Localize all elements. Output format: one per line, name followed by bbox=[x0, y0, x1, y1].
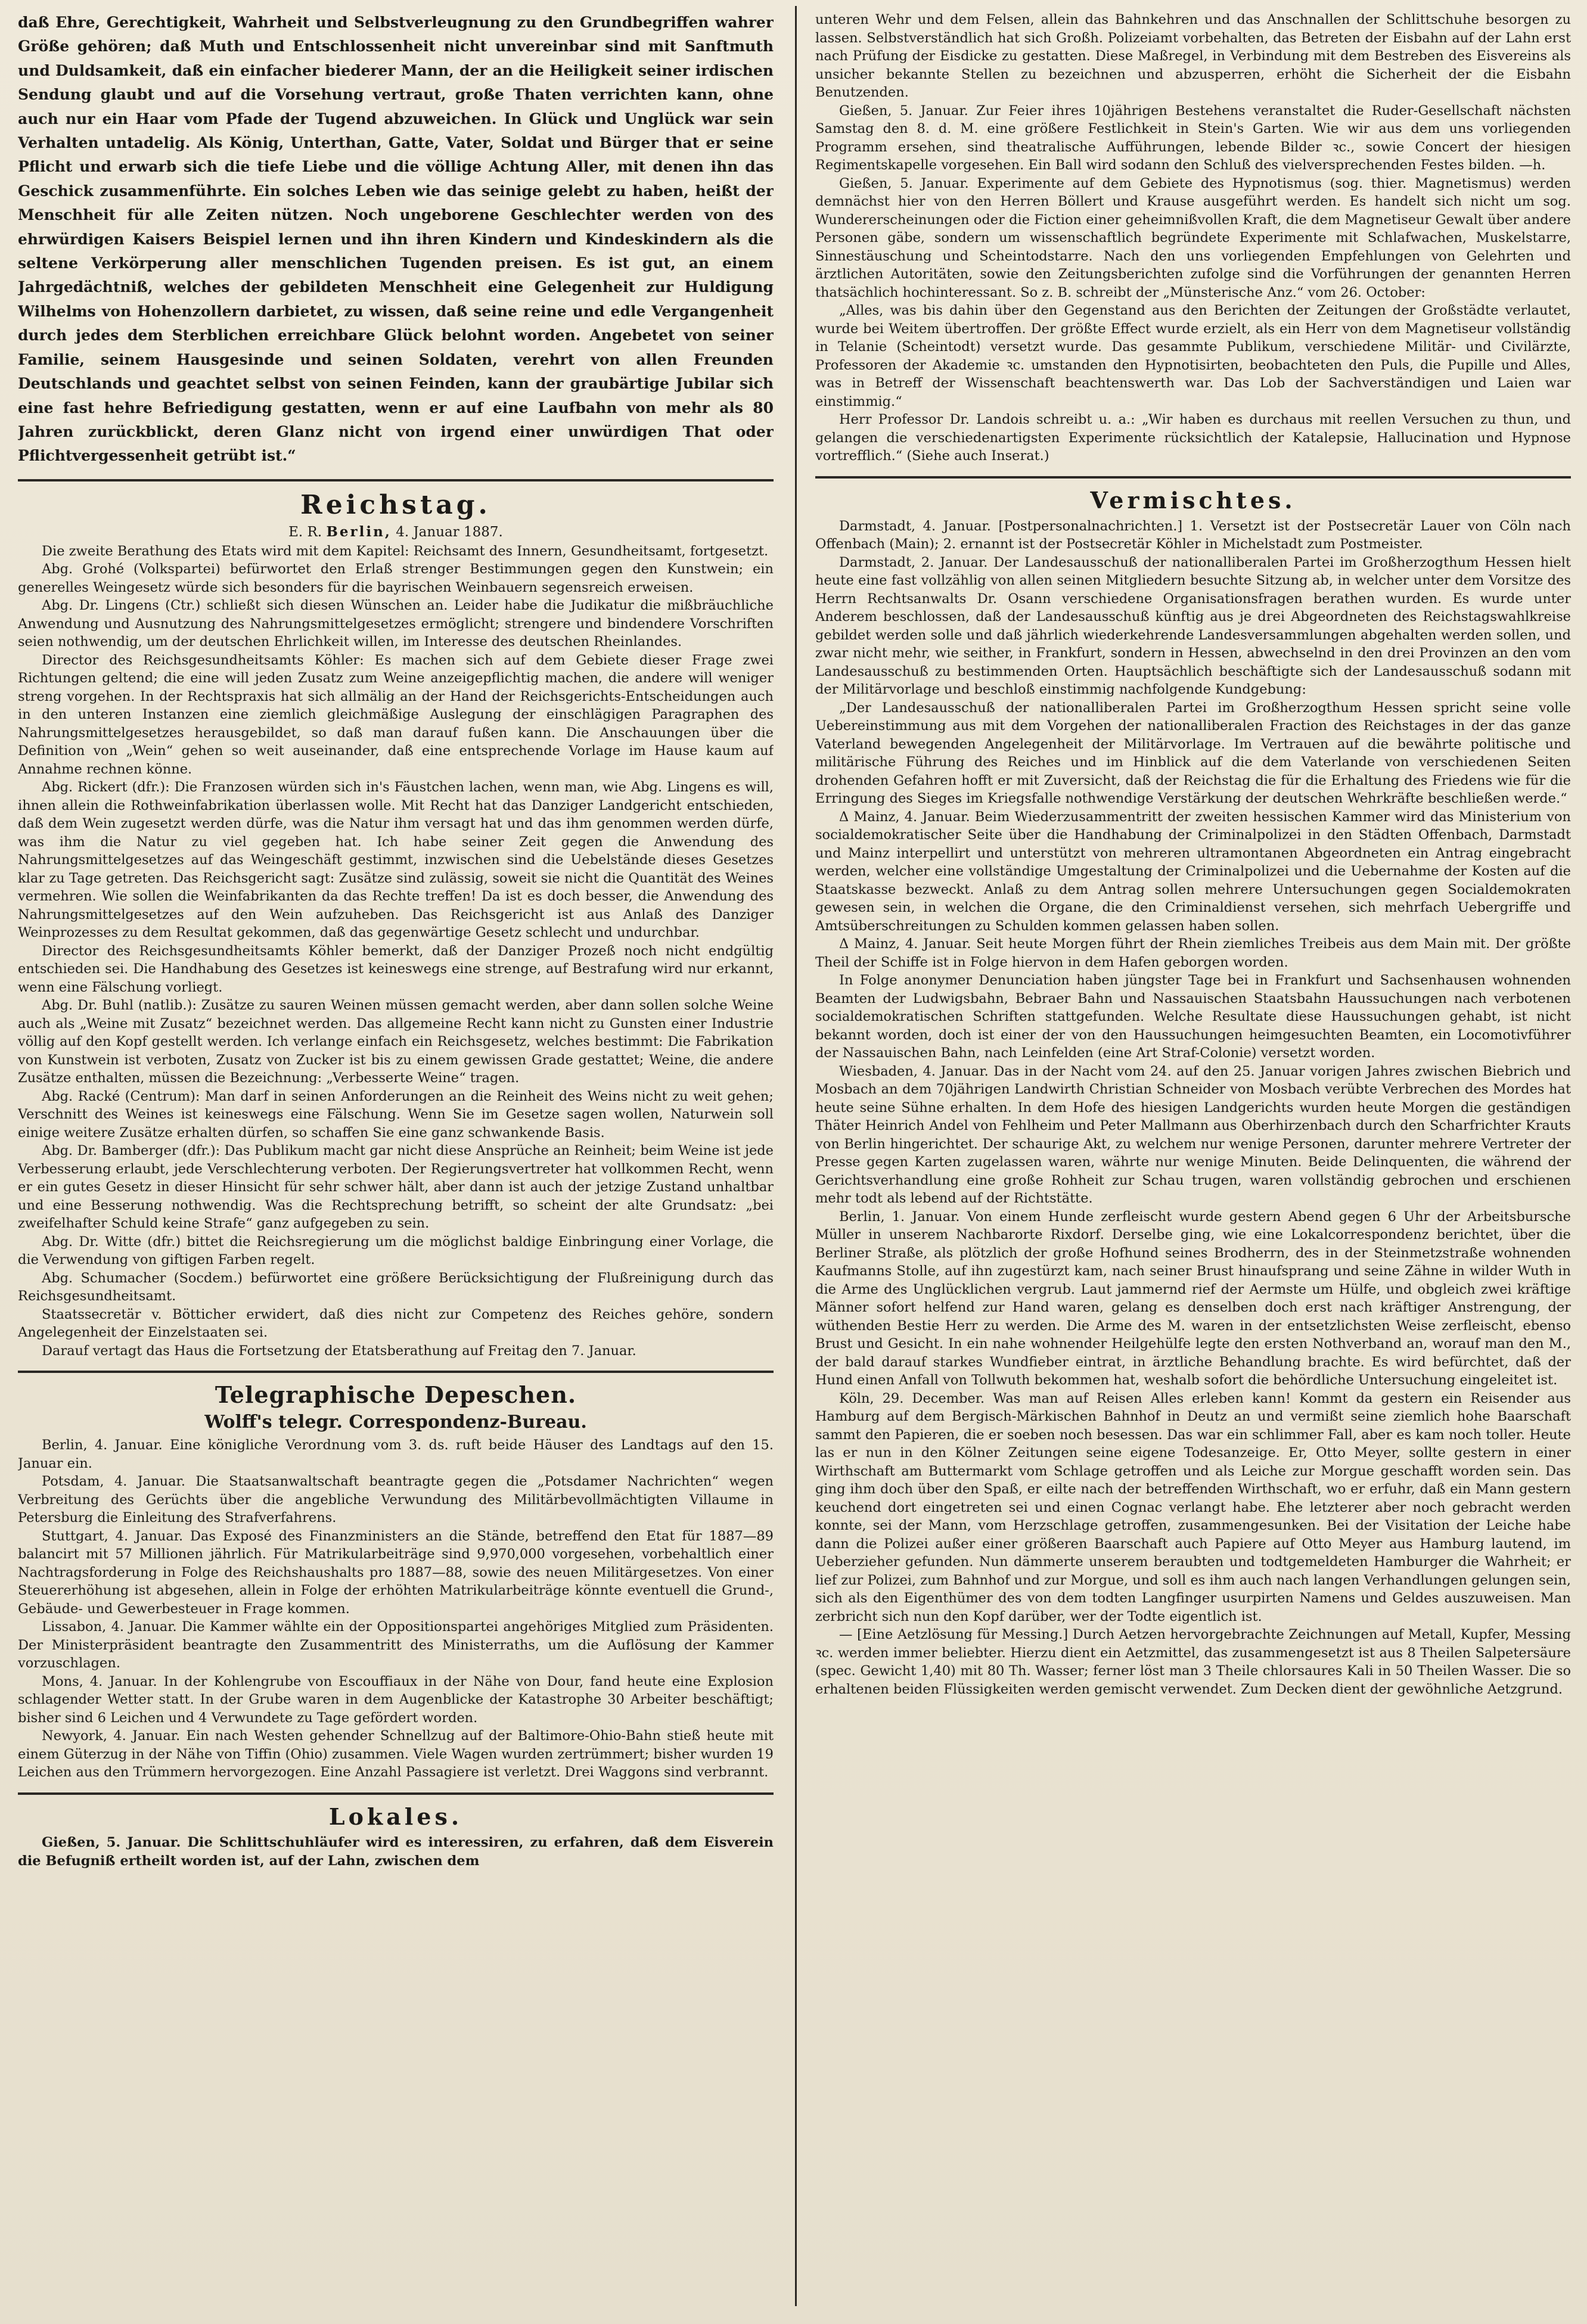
column-divider bbox=[795, 6, 797, 2306]
reichstag-paragraph: Abg. Racké (Centrum): Man darf in seinen Anforderungen an die Reinheit des Weins nicht zu weit gehen; Verschnitt des Weines ist keineswegs eine Fälschung. Wenn Sie im Gesetze sagen wollen, Naturwein soll einige weitere Zusätze erhalten dürfen, so schaffen Sie eine ganz schwankende Basis. bbox=[18, 1088, 774, 1141]
dateline-date: 4. Januar 1887. bbox=[396, 524, 503, 540]
reichstag-paragraph: Die zweite Berathung des Etats wird mit dem Kapitel: Reichsamt des Innern, Gesundheitsamt, fortgesetzt. bbox=[42, 543, 769, 559]
reichstag-paragraph: Director des Reichsgesundheitsamts Köhler: Es machen sich auf dem Gebiete dieser Frage zwei Richtungen geltend; die eine will jeden Zusatz zum Weine anzeigepflichtig machen, die andere will weniger streng vorgehen. In der Rechtspraxis hat sich allmälig an der Hand der Reichsgerichts-Entscheidungen auch in den unteren Instanzen eine ziemlich gleichmäßige Auslegung der einschlägigen Paragraphen des Nahrungsmittelgesetzes herausgebildet, so daß man darauf fußen kann. Die Anschauungen über die Definition von „Wein“ gehen so weit auseinander, daß eine entsprechende Vorlage im Hause kaum auf Annahme rechnen könne. bbox=[18, 652, 774, 777]
telegraph-paragraph: Mons, 4. Januar. In der Kohlengrube von Escouffiaux in der Nähe von Dour, fand heute eine Explosion schlagender Wetter statt. In der Grube waren in dem Augenblicke der Katastrophe 30 Arbeiter beschäftigt; bisher sind 6 Leichen und 4 Verwundete zu Tage gefördert worden. bbox=[18, 1673, 774, 1726]
telegraph-paragraph: Berlin, 4. Januar. Eine königliche Verordnung vom 3. ds. ruft beide Häuser des Landtags auf den 15. Januar ein. bbox=[18, 1437, 774, 1471]
section-rule bbox=[18, 479, 774, 481]
vermischtes-paragraph: Δ Mainz, 4. Januar. Seit heute Morgen führt der Rhein ziemliches Treibeis aus dem Main mit. Der größte Theil der Schiffe ist in Folge hiervon in dem Hafen geborgen worden. bbox=[815, 936, 1571, 970]
vermischtes-paragraph: — [Eine Aetzlösung für Messing.] Durch Aetzen hervorgebrachte Zeichnungen auf Metall, Kupfer, Messing ꝛc. werden immer beliebter. Hierzu dient ein Aetzmittel, das zusammengesetzt ist aus 8 Theilen Salpetersäure (spec. Gewicht 1,40) mit 80 Th. Wasser; ferner löst man 3 Theile chlorsaures Kali in 50 Theilen Wasser. Die so erhaltenen beiden Flüssigkeiten werden gemischt verwendet. Zum Decken dient der gewöhnliche Aetzgrund. bbox=[815, 1627, 1571, 1697]
lokales-continued-paragraph: unteren Wehr und dem Felsen, allein das Bahnkehren und das Anschnallen der Schlittschuhe besorgen zu lassen. Selbstverständlich hat sich Großh. Polizeiamt vorbehalten, das Betreten der Eisbahn auf der Lahn erst nach Prüfung der Eisdicke zu gestatten. Diese Maßregel, in Verbindung mit dem Bestreben des Eisvereins als unsicher bekannte Stellen zu bezeichnen und abzusperren, erhöht die Sicherheit der die Eisbahn Benutzenden. bbox=[815, 12, 1571, 100]
reichstag-paragraph: Staatssecretär v. Bötticher erwidert, daß dies nicht zur Competenz des Reiches gehöre, sondern Angelegenheit der Einzelstaaten sei. bbox=[18, 1306, 774, 1341]
vermischtes-section bbox=[815, 487, 1571, 1699]
vermischtes-paragraph: Darmstadt, 2. Januar. Der Landesausschuß der nationalliberalen Partei im Großherzogthum Hessen hielt heute eine fast vollzählig von allen seinen Mitgliedern besuchte Sitzung ab, in welcher unter dem Vorsitze des Herrn Rechtsanwalts Dr. Osann verschiedene Organisationsfragen berathen wurden. Es wurde unter Anderem beschlossen, daß der Landesausschuß künftig aus je drei Abgeordneten des Reichstagswahlkreise gebildet werden solle und daß jährlich wiederkehrende Landesversammlungen abgehalten werden sollen, und zwar nicht mehr, wie seither, in Frankfurt, sondern in Hessen, abwechselnd in den drei Provinzen an den vom Landesausschuß zu bestimmenden Orten. Hauptsächlich beschäftigte sich der Landesausschuß sodann mit der Militärvorlage und beschloß einstimmig nachfolgende Kundgebung: bbox=[815, 554, 1571, 697]
dateline-city: Berlin, bbox=[326, 523, 392, 540]
reichstag-paragraph: Abg. Schumacher (Socdem.) befürwortet eine größere Berücksichtigung der Flußreinigung durch das Reichsgesundheitsamt. bbox=[18, 1270, 774, 1304]
reichstag-paragraph: Abg. Dr. Witte (dfr.) bittet die Reichsregierung um die möglichst baldige Einbringung einer Vorlage, die die Verwendung von giftigen Farben regelt. bbox=[18, 1234, 774, 1268]
telegraph-paragraph: Potsdam, 4. Januar. Die Staatsanwaltschaft beantragte gegen die „Potsdamer Nachrichten“ wegen Verbreitung des Gerüchts über die angebliche Verwundung des Militärbevollmächtigten Villaume in Petersburg die Einleitung des Strafverfahrens. bbox=[18, 1474, 774, 1526]
quote-paragraph: „Alles, was bis dahin über den Gegenstand aus den Berichten der Zeitungen der Großstädte verlautet, wurde bei Weitem übertroffen. Der größte Effect wurde erzielt, als ein Herr von dem Magnetiseur vollständig in Telanie (Scheintodt) versetzt wurde. Das gesammte Publikum, verschiedene Militär- und Civilärzte, Professoren der Akademie ꝛc. umstanden den Hypnotisirten, beobachteten den Puls, die Pupille und Alles, was in Betreff der Wissenschaft beachtenswerth war. Das Lob der Sachverständigen und Laien war einstimmig.“ bbox=[815, 303, 1571, 409]
reichstag-paragraph: Abg. Grohé (Volkspartei) befürwortet den Erlaß strenger Bestimmungen gegen den Kunstwein; ein generelles Weingesetz würde sich besonders für die bayrischen Weinbauern segensreich erweisen. bbox=[18, 561, 774, 595]
dateline-prefix: E. R. bbox=[288, 524, 322, 540]
reichstag-section bbox=[18, 490, 774, 1360]
left-column bbox=[18, 11, 774, 2300]
telegraph-paragraph: Newyork, 4. Januar. Ein nach Westen gehender Schnellzug auf der Baltimore-Ohio-Bahn stieß heute mit einem Güterzug in der Nähe von Tiffin (Ohio) zusammen. Viele Wagen wurden zertrümmert; bisher wurden 19 Leichen aus den Trümmern hervorgezogen. Eine Anzahl Passagiere ist verletzt. Drei Waggons sind verbrannt. bbox=[18, 1728, 774, 1781]
reichstag-title: Reichstag. bbox=[300, 489, 491, 520]
vermischtes-paragraph: Wiesbaden, 4. Januar. Das in der Nacht vom 24. auf den 25. Januar vorigen Jahres zwischen Biebrich und Mosbach an dem 70jährigen Landwirth Christian Schneider von Mosbach verübte Verbrechen des Mordes hat heute seine Sühne erhalten. In dem Hofe des hiesigen Landgerichts wurden heute Morgen die geständigen Thäter Heinrich Andel von Fehlheim und Peter Mallmann aus Oberhirzenbach durch den Scharfrichter Krauts von Berlin hingerichtet. Der schaurige Akt, zu welchem nur wenige Personen, darunter mehrere Vertreter der Presse gegen Karten zugelassen waren, währte nur wenige Minuten. Beide Delinquenten, die während der Gerichtsverhandlung eine große Rohheit zur Schau trugen, waren vollständig gebrochen und erschienen mehr todt als lebend auf der Richtstätte. bbox=[815, 1063, 1571, 1206]
reichstag-paragraph: Abg. Rickert (dfr.): Die Franzosen würden sich in's Fäustchen lachen, wenn man, wie Abg. Lingens es will, ihnen allein die Rothweinfabrikation überlassen wolle. Mit Recht hat das Danziger Landgericht entschieden, daß dem Wein zugesetzt werden dürfe, was die Natur ihm versagt hat und das ihm genommen werden dürfe, was ihm die Natur zu viel gegeben hat. Ich habe seiner Zeit gegen die Anwendung des Nahrungsmittelgesetzes auf das Weingeschäft gestimmt, inzwischen sind die Uebelstände dieses Gesetzes klar zu Tage getreten. Das Reichsgericht sagt: Zusätze sind zulässig, soweit sie nicht die Quantität des Weines vermehren. Wie sollen die Weinfabrikanten da das Rechte treffen! Da ist es doch besser, die Anwendung des Nahrungsmittelgesetzes auf den Wein aufzuheben. Das Reichsgericht ist aus Anlaß des Danziger Weinprozesses zu dem Resultat gekommen, daß das gegenwärtige Gesetz schlecht und undurchbar. bbox=[18, 779, 774, 941]
vermischtes-paragraph: In Folge anonymer Denunciation haben jüngster Tage bei in Frankfurt und Sachsenhausen wohnenden Beamten der Ludwigsbahn, Bebraer Bahn und Nassauischen Staatsbahn Haussuchungen nach verbotenen socialdemokratischen Schriften stattgefunden. Welche Resultate diese Haussuchungen gehabt, ist nicht bekannt worden, doch ist einer der von den Haussuchungen heimgesuchten Beamten, ein Locomotivführer der Nassauischen Bahn, nach Leinfelden (eine Art Straf-Colonie) versetzt worden. bbox=[815, 973, 1571, 1061]
reichstag-paragraph: Abg. Dr. Buhl (natlib.): Zusätze zu sauren Weinen müssen gemacht werden, aber dann sollen solche Weine auch als „Weine mit Zusatz“ bezeichnet werden. Das allgemeine Recht kann nicht zu Gunsten einer Industrie völlig auf den Kopf gestellt werden. Ich verlange einfach ein Reichsgesetz, welches bestimmt: Die Fabrikation von Kunstwein ist verboten, Zusatz von Zucker ist bis zu einem gewissen Grade gestattet; Weine, die andere Zusätze enthalten, müssen die Bezeichnung: „Verbesserte Weine“ tragen. bbox=[18, 998, 774, 1086]
lokales-paragraph: Gießen, 5. Januar. Die Schlittschuhläufer wird es interessiren, zu erfahren, daß dem Eisverein die Befugniß ertheilt worden ist, auf der Lahn, zwischen dem bbox=[18, 1834, 774, 1869]
reichstag-paragraph: Darauf vertagt das Haus die Fortsetzung der Etatsberathung auf Freitag den 7. Januar. bbox=[42, 1343, 636, 1359]
telegraph-section bbox=[18, 1381, 774, 1782]
reichstag-dateline bbox=[18, 524, 774, 540]
vermischtes-paragraph: Berlin, 1. Januar. Von einem Hunde zerfleischt wurde gestern Abend gegen 6 Uhr der Arbeitsbursche Müller in unserem Nachbarorte Rixdorf. Derselbe ging, wie eine Lokalcorrespondenz berichtet, über die Berliner Straße, als plötzlich der große Hofhund seines Brodherrn, des in der Steinmetzstraße wohnenden Kaufmanns Stolle, auf ihn zugestürzt kam, nach seiner Brust hinaufsprang und seine Zähne in wilder Wuth in die Arme des Unglücklichen vergrub. Laut jammernd rief der Aermste um Hülfe, und obgleich zwei kräftige Männer sofort helfend zur Hand waren, gelang es denselben doch erst nach kräftiger Anstrengung, der wüthenden Bestie Herr zu werden. Die Arme des M. waren in der entsetzlichsten Weise zerfleischt, ebenso Brust und Gesicht. In ein nahe wohnender Heilgehülfe legte den ersten Nothverband an, worauf man den M., der bald darauf starkes Wundfieber eintrat, in ärztliche Behandlung brachte. Es wird befürchtet, daß der Hund einen Anfall von Tollwuth bekommen hat, weshalb sofort die behördliche Untersuchung eingeleitet ist. bbox=[815, 1208, 1571, 1388]
lokales-section bbox=[18, 1803, 774, 1871]
intro-paragraph: daß Ehre, Gerechtigkeit, Wahrheit und Selbstverleugnung zu den Grundbegriffen wahrer Größe gehören; daß Muth und Entschlossenheit nicht unvereinbar sind mit Sanftmuth und Duldsamkeit, daß ein einfacher biederer Mann, der an die Heiligkeit seiner irdischen Sendung glaubt und auf die Vorsehung vertraut, große Thaten verrichten kann, ohne auch nur ein Haar vom Pfade der Tugend abzuweichen. In Glück und Unglück war sein Verhalten untadelig. Als König, Unterthan, Gatte, Vater, Soldat und Bürger that er seine Pflicht und erwarb sich die tiefe Liebe und die völlige Achtung Aller, mit denen ihn das Geschick zusammenführte. Ein solches Leben wie das seinige gelebt zu haben, heißt der Menschheit für alle Zeiten nützen. Noch ungeborene Geschlechter werden von des ehrwürdigen Kaisers Beispiel lernen und ihn ihren Kindern und Kindeskindern als die seltene Verkörperung aller menschlichen Tugenden preisen. Es ist gut, an einem Jahrgedächtniß, welches der gebildeten Menschheit eine Gelegenheit zur Huldigung Wilhelms von Hohenzollern darbietet, zu wissen, daß seine reine und edle Vergangenheit durch jedes dem Sterblichen erreichbare Glück belohnt worden. Angebetet von seiner Familie, seinem Hausgesinde und seinen Soldaten, verehrt von allen Freunden Deutschlands und geachtet selbst von seinen Feinden, kann der graubärtige Jubilar sich eine fast hehre Befriedigung gestatten, wenn er auf eine Laufbahn von mehr als 80 Jahren zurückblickt, deren Glanz nicht von irgend einer unwürdigen That oder Pflichtvergessenheit getrübt ist.“ bbox=[18, 14, 774, 465]
telegraph-paragraph: Stuttgart, 4. Januar. Das Exposé des Finanzministers an die Stände, betreffend den Etat für 1887—89 balancirt mit 57 Millionen jährlich. Für Matrikularbeiträge sind 9,970,000 vorgesehen, vorbehaltlich einer Nachtragsforderung in Folge des Reichshaushalts pro 1887—88, sowie des neuen Militärgesetzes. Von einer Steuererhöhung ist abgesehen, allein in Folge der erhöhten Matrikularbeiträge könnte eventuell die Grund-, Gebäude- und Gewerbesteuer in Frage kommen. bbox=[18, 1528, 774, 1617]
section-rule bbox=[815, 476, 1571, 479]
section-rule bbox=[18, 1371, 774, 1373]
lokales-title: Lokales. bbox=[328, 1803, 463, 1830]
reichstag-paragraph: Abg. Dr. Lingens (Ctr.) schließt sich diesen Wünschen an. Leider habe die Judikatur die mißbräuchliche Anwendung und Ausnutzung des Nahrungsmittelgesetzes ermöglicht; strengere und bindendere Vorschriften seien nothwendig, um der deutschen Ehrlichkeit willen, im Interesse des deutschen Rheinlandes. bbox=[18, 598, 774, 650]
lokales-paragraph: Gießen, 5. Januar. Experimente auf dem Gebiete des Hypnotismus (sog. thier. Magnetismus) werden demnächst hier von den Herren Böllert und Krause ausgeführt werden. Es handelt sich nicht um sog. Wundererscheinungen oder die Fiction einer geheimnißvollen Kraft, die dem Magnetiseur Gewalt über andere Personen gäbe, sondern um wissenschaftlich begründete Experimente mit Schlafwachen, Muskelstarre, Sinnestäuschung und Scheintodstarre. Nach den uns vorliegenden Empfehlungen von Gelehrten und ärztlichen Autoritäten, sowie den Zeitungsberichten zufolge sind die Vorführungen der genannten Herren thatsächlich hochinteressant. So z. B. schreibt der „Münsterische Anz.“ vom 26. October: bbox=[815, 175, 1571, 300]
right-column bbox=[815, 11, 1571, 2300]
lokales-paragraph: Gießen, 5. Januar. Zur Feier ihres 10jährigen Bestehens veranstaltet die Ruder-Gesellschaft nächsten Samstag den 8. d. M. eine größere Festlichkeit in Stein's Garten. Wie wir aus dem uns vorliegenden Programm ersehen, sind theatralische Aufführungen, lebende Bilder ꝛc., sowie Concert der hiesigen Regimentskapelle vorgesehen. Ein Ball wird sodann den Schluß des vielversprechenden Festes bilden. —h. bbox=[815, 102, 1571, 173]
quote-paragraph: Herr Professor Dr. Landois schreibt u. a.: „Wir haben es durchaus mit reellen Versuchen zu thun, und gelangen die verschiedenartigsten Experimente rücksichtlich der Katalepsie, Hallucination und Hypnose vortrefflich.“ (Siehe auch Inserat.) bbox=[815, 412, 1571, 464]
vermischtes-paragraph: Darmstadt, 4. Januar. [Postpersonalnachrichten.] 1. Versetzt ist der Postsecretär Lauer von Cöln nach Offenbach (Main); 2. ernannt ist der Postsecretär Köhler in Michelstadt zum Postmeister. bbox=[815, 518, 1571, 552]
vermischtes-paragraph: Köln, 29. December. Was man auf Reisen Alles erleben kann! Kommt da gestern ein Reisender aus Hamburg auf dem Bergisch-Märkischen Bahnhof in Deutz an und vermißt seine ziemlich hohe Baarschaft sammt den Papieren, die er soeben noch besessen. Das war ein schlimmer Fall, aber es kam noch toller. Heute las er nun in den Kölner Zeitungen seine eigene Todesanzeige. Er, Otto Meyer, sollte gestern in einer Wirthschaft am Buttermarkt vom Schlage getroffen und als Leiche zur Morgue geschafft worden sein. Das ging ihm doch über den Spaß, er eilte nach der betreffenden Wirthschaft, wo er erfuhr, daß ein Mann gestern keuchend dort eingetreten sei und einen Cognac verlangt habe. Ehe letzterer aber noch gebracht werden konnte, sei der Mann, vom Herzschlage getroffen, zusammengesunken. Bei der Visitation der Leiche habe dann die Polizei außer einer größeren Baarschaft auch Papiere auf Otto Meyer aus Hamburg lautend, im Ueberzieher gefunden. Nun dämmerte unserem beraubten und todtgemeldeten Hamburger die Wahrheit; er lief zur Polizei, zum Bahnhof und zur Morgue, und soll es ihm auch nach langen Verhandlungen gelungen sein, sich als den Eigenthümer des von dem todten Langfinger usurpirten Namens und Geldes auszuweisen. Man zerbricht sich nun den Kopf darüber, wer der Todte eigentlich ist. bbox=[815, 1390, 1571, 1624]
vermischtes-paragraph: „Der Landesausschuß der nationalliberalen Partei im Großherzogthum Hessen spricht seine volle Uebereinstimmung aus mit dem Vorgehen der nationalliberalen Fraction des Reichstages in der das ganze Vaterland bewegenden Angelegenheit der Militärvorlage. Im Vertrauen auf die bewährte politische und militärische Führung des Reiches und im Hinblick auf die dem Vaterlande von verschiedenen Seiten drohenden Gefahren hofft er mit Zuversicht, daß der Reichstag die für die Erhaltung des Friedens wie für die Erringung des Sieges im Kriegsfalle nothwendige Verstärkung der deutschen Wehrkräfte beschließen werde.“ bbox=[815, 700, 1571, 806]
vermischtes-paragraph: Δ Mainz, 4. Januar. Beim Wiederzusammentritt der zweiten hessischen Kammer wird das Ministerium von socialdemokratischer Seite über die Handhabung der Criminalpolizei in den Städten Offenbach, Darmstadt und Mainz interpellirt und unterstützt von mehreren ultramontanen Abgeordneten ein Antrag eingebracht werden, welcher eine vollständige Umgestaltung der Criminalpolizei und die Uebernahme der Kosten auf die Staatskasse bezweckt. Anlaß zu dem Antrag sollen mehrere Untersuchungen gegen Socialdemokraten gewesen sein, in welchen die Organe, die den Criminaldienst versehen, sich mehrfach Uebergriffe und Amtsüberschreitungen zu Schulden kommen gelassen haben sollen. bbox=[815, 809, 1571, 934]
reichstag-paragraph: Abg. Dr. Bamberger (dfr.): Das Publikum macht gar nicht diese Ansprüche an Reinheit; beim Weine ist jede Verbesserung erlaubt, jede Verschlechterung verboten. Der Regierungsvertreter hat vollkommen Recht, wenn er ein gutes Gesetz in dieser Hinsicht für sehr schwer hält, aber dann ist auch der jetzige Zustand unhaltbar und eine Besserung nothwendig. Was die Rechtsprechung betrifft, so scheint der alte Grundsatz: „bei zweifelhafter Schuld keine Strafe“ ganz aufgegeben zu sein. bbox=[18, 1143, 774, 1232]
telegraph-subtitle: Wolff's telegr. Correspondenz-Bureau. bbox=[204, 1412, 587, 1433]
telegraph-title: Telegraphische Depeschen. bbox=[215, 1381, 577, 1409]
vermischtes-title: Vermischtes. bbox=[1090, 486, 1296, 514]
telegraph-paragraph: Lissabon, 4. Januar. Die Kammer wählte ein der Oppositionspartei angehöriges Mitglied zum Präsidenten. Der Ministerpräsident beantragte den Zusammentritt des Ministerraths, um die Auflösung der Kammer vorzuschlagen. bbox=[18, 1619, 774, 1671]
section-rule bbox=[18, 1792, 774, 1795]
reichstag-paragraph: Director des Reichsgesundheitsamts Köhler bemerkt, daß der Danziger Prozeß noch nicht endgültig entschieden sei. Die Handhabung des Gesetzes ist keineswegs eine strenge, auf Bestrafung wird nur erkannt, wenn eine Fälschung vorliegt. bbox=[18, 943, 774, 995]
